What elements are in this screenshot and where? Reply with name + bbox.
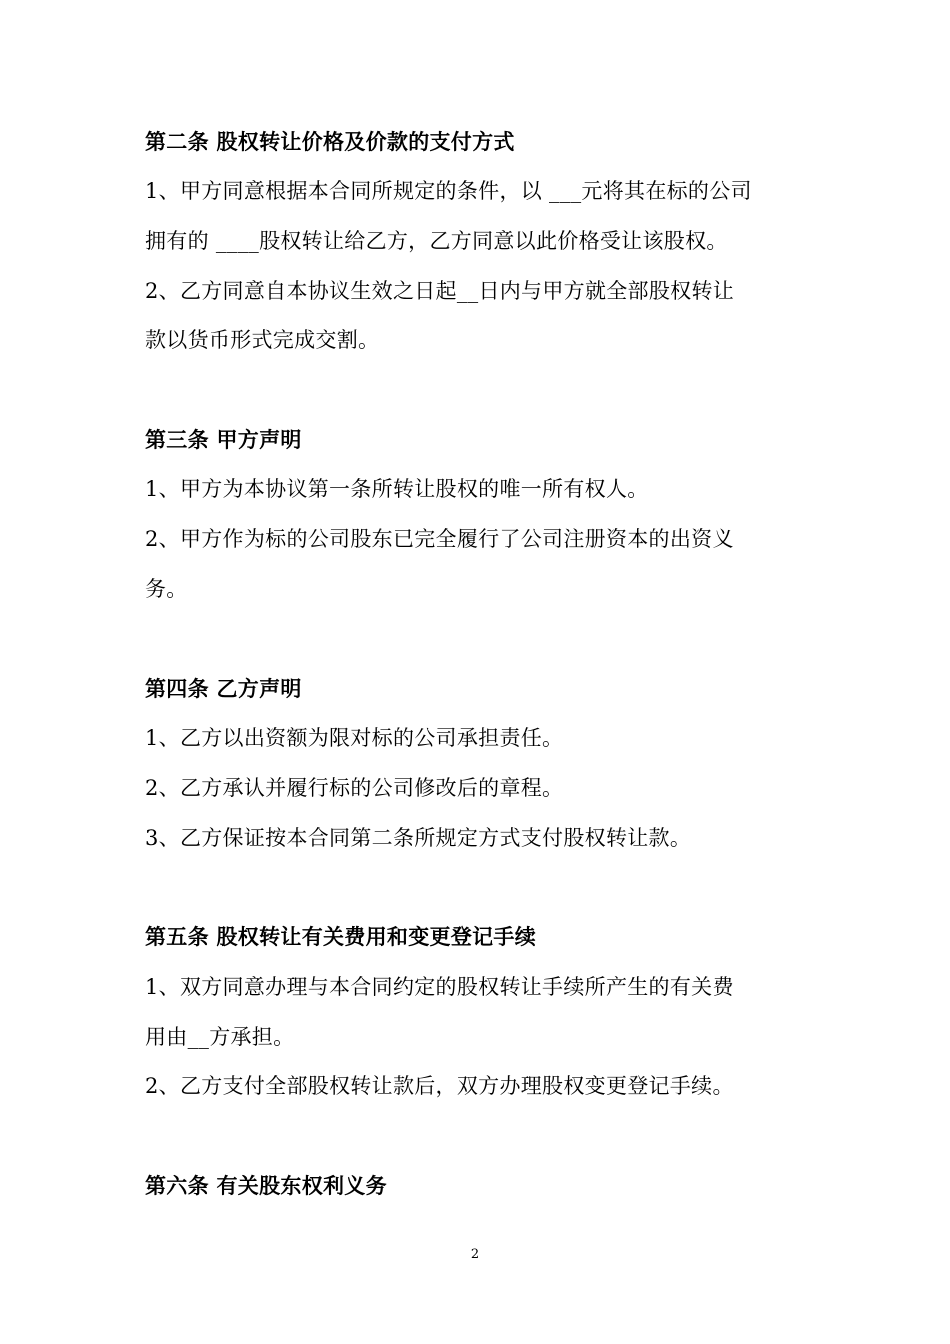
page-number: 2 [470, 1247, 480, 1262]
article-4-clause-3: 3、乙方保证按本合同第二条所规定方式支付股权转让款。 [145, 826, 692, 850]
article-2-clause-2-line-1: 2、乙方同意自本协议生效之日起__日内与甲方就全部股权转让 [145, 279, 735, 303]
article-2-clause-1-line-1: 1、甲方同意根据本合同所规定的条件，以 ___元将其在标的公司 [145, 179, 752, 203]
article-2-heading: 第二条 股权转让价格及价款的支付方式 [145, 129, 515, 154]
article-3-clause-2-line-1: 2、甲方作为标的公司股东已完全履行了公司注册资本的出资义 [145, 527, 734, 551]
article-3-clause-1: 1、甲方为本协议第一条所转让股权的唯一所有权人。 [145, 477, 649, 501]
article-5-clause-1-line-1: 1、双方同意办理与本合同约定的股权转让手续所产生的有关费 [145, 975, 734, 999]
article-3-clause-2-line-2: 务。 [145, 577, 188, 601]
article-5-heading: 第五条 股权转让有关费用和变更登记手续 [145, 924, 537, 949]
article-4-clause-1: 1、乙方以出资额为限对标的公司承担责任。 [145, 726, 564, 750]
article-5-clause-2: 2、乙方支付全部股权转让款后，双方办理股权变更登记手续。 [145, 1074, 734, 1098]
article-6-heading: 第六条 有关股东权利义务 [145, 1173, 387, 1198]
article-2-clause-2-line-2: 款以货币形式完成交割。 [145, 328, 380, 352]
article-2-clause-1-line-2: 拥有的 ____股权转让给乙方，乙方同意以此价格受让该股权。 [145, 229, 728, 253]
article-3-heading: 第三条 甲方声明 [145, 427, 302, 452]
article-5-clause-1-line-2: 用由__方承担。 [145, 1025, 295, 1049]
article-4-clause-2: 2、乙方承认并履行标的公司修改后的章程。 [145, 776, 564, 800]
article-4-heading: 第四条 乙方声明 [145, 676, 302, 701]
